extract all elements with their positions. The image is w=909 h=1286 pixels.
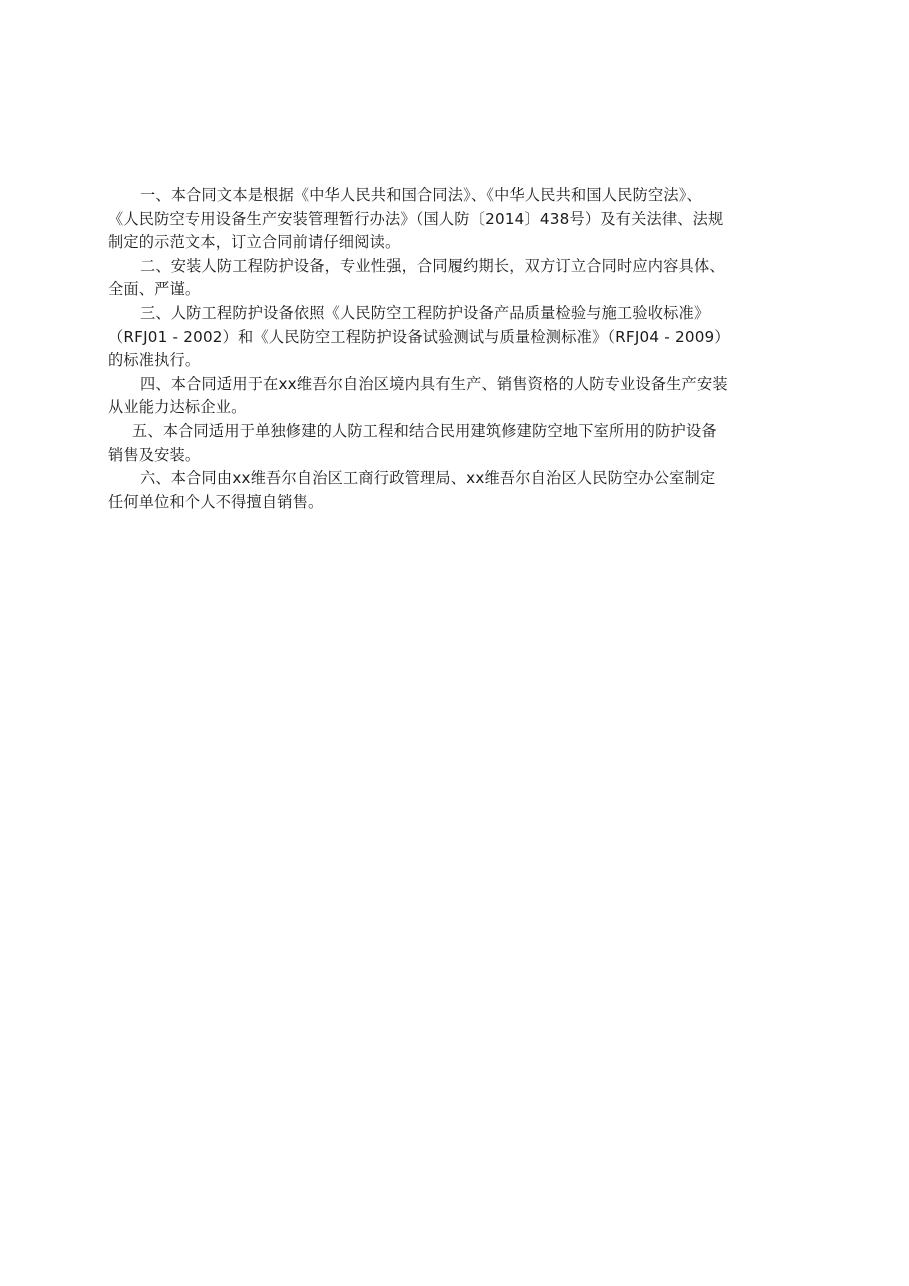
paragraph-line: 全面、严谨。: [108, 280, 201, 299]
paragraph-line: 三、人防工程防护设备依照《人民防空工程防护设备产品质量检验与施工验收标准》: [140, 303, 710, 322]
paragraph-line: 《人民防空专用设备生产安装管理暂行办法》（国人防〔2014〕438号）及有关法律、法规: [108, 209, 724, 228]
paragraph-line: 二、安装人防工程防护设备，专业性强，合同履约期长，双方订立合同时应内容具体、: [140, 256, 725, 275]
paragraph-line: 五、本合同适用于单独修建的人防工程和结合民用建筑修建防空地下室所用的防护设备: [132, 421, 717, 440]
paragraph-line: 的标准执行。: [108, 351, 201, 370]
paragraph-line: 任何单位和个人不得擅自销售。: [108, 492, 324, 511]
paragraph-4: [108, 373, 808, 420]
paragraph-line: 四、本合同适用于在xx维吾尔自治区境内具有生产、销售资格的人防专业设备生产安装: [140, 374, 728, 393]
paragraph-5: [108, 420, 808, 467]
paragraph-3: [108, 302, 808, 373]
document-body: [108, 184, 808, 514]
paragraph-2: [108, 255, 808, 302]
paragraph-line: 从业能力达标企业。: [108, 398, 247, 417]
paragraph-1: [108, 184, 808, 255]
paragraph-line: 销售及安装。: [108, 445, 201, 464]
paragraph-6: [108, 467, 808, 514]
paragraph-line: 制定的示范文本，订立合同前请仔细阅读。: [108, 233, 401, 252]
paragraph-line: 一、本合同文本是根据《中华人民共和国合同法》、《中华人民共和国人民防空法》、: [140, 186, 702, 204]
paragraph-line: （RFJ01 - 2002）和《人民防空工程防护设备试验测试与质量检测标准》（RFJ04 - 2009）: [108, 327, 730, 346]
paragraph-line: 六、本合同由xx维吾尔自治区工商行政管理局、xx维吾尔自治区人民防空办公室制定: [140, 469, 716, 488]
